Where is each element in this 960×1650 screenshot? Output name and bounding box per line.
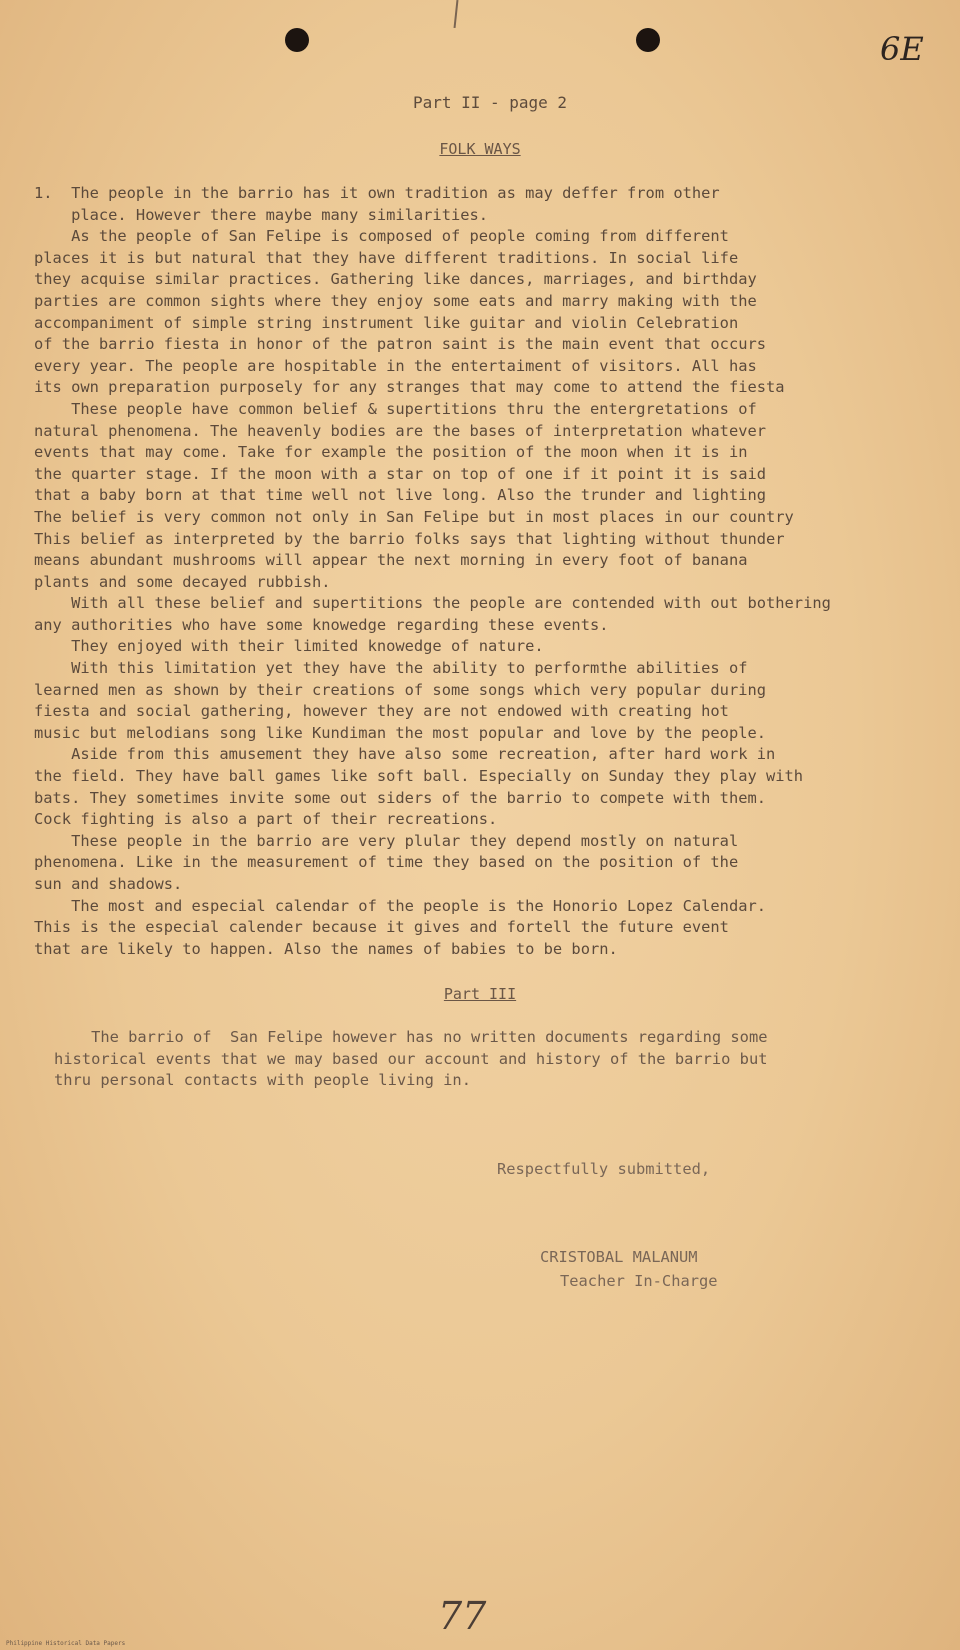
- body-line: This belief as interpreted by the barrio folks says that lighting without thunder: [34, 529, 785, 548]
- signatory-name: CRISTOBAL MALANUM: [540, 1248, 698, 1266]
- page-header: [0, 93, 960, 112]
- part3-text: [54, 1027, 954, 1092]
- paper-tear-mark: [454, 0, 459, 28]
- body-line: phenomena. Like in the measurement of time they based on the position of the: [34, 853, 739, 872]
- body-line: events that may come. Take for example the position of the moon when it is in: [34, 443, 748, 462]
- body-line: place. However there maybe many similarities.: [34, 205, 489, 224]
- body-line: As the people of San Felipe is composed of people coming from different: [34, 227, 729, 246]
- body-line: These people have common belief & supertitions thru the entergretations of: [34, 399, 757, 418]
- body-line: sun and shadows.: [34, 875, 183, 893]
- footer-print: Philippine Historical Data Papers: [6, 1640, 126, 1647]
- part3-line: historical events that we may based our account and history of the barrio but: [54, 1049, 768, 1068]
- body-line: accompaniment of simple string instrument like guitar and violin Celebration: [34, 313, 739, 332]
- body-line: any authorities who have some knowedge regarding these events.: [34, 615, 609, 634]
- closing-salutation: Respectfully submitted,: [497, 1160, 711, 1178]
- body-line: 1. The people in the barrio has it own tradition as may deffer from other: [34, 184, 720, 202]
- body-line: The most and especial calendar of the people is the Honorio Lopez Calendar.: [34, 896, 767, 915]
- body-line: Aside from this amusement they have also some recreation, after hard work in: [34, 745, 776, 764]
- signatory-title: Teacher In-Charge: [560, 1272, 718, 1290]
- binder-hole-right: [636, 28, 660, 52]
- body-line: They enjoyed with their limited knowedge of nature.: [34, 637, 544, 656]
- section-heading-folk-ways: FOLK WAYS: [439, 140, 521, 158]
- body-line: plants and some decayed rubbish.: [34, 572, 331, 591]
- body-line: places it is but natural that they have different traditions. In social life: [34, 248, 739, 267]
- body-line: parties are common sights where they enjoy some eats and marry making with the: [34, 291, 757, 310]
- body-line: With all these belief and supertitions the people are contended with out bothering: [34, 594, 831, 613]
- body-line: music but melodians song like Kundiman the most popular and love by the people.: [34, 723, 767, 742]
- body-line: they acquise similar practices. Gathering like dances, marriages, and birthday: [34, 270, 757, 289]
- body-line: every year. The people are hospitable in the entertaiment of visitors. All has: [34, 356, 757, 375]
- page-title: Part II - page 2: [412, 93, 568, 112]
- handwritten-corner-mark: 6E: [880, 30, 924, 68]
- body-line: natural phenomena. The heavenly bodies are the bases of interpretation whatever: [34, 421, 767, 440]
- body-line: its own preparation purposely for any stranges that may come to attend the fiesta: [34, 378, 785, 397]
- part3-line: The barrio of San Felipe however has no written documents regarding some: [54, 1028, 768, 1046]
- body-line: the field. They have ball games like soft ball. Especially on Sunday they play with: [34, 767, 804, 786]
- body-line: that are likely to happen. Also the names of babies to be born.: [34, 939, 618, 958]
- body-line: means abundant mushrooms will appear the next morning in every foot of banana: [34, 551, 748, 570]
- body-line: the quarter stage. If the moon with a star on top of one if it point it is said: [34, 464, 767, 483]
- body-line: fiesta and social gathering, however they are not endowed with creating hot: [34, 702, 729, 721]
- page-number: 77: [438, 1594, 487, 1638]
- body-text: [34, 183, 954, 960]
- body-line: These people in the barrio are very plular they depend mostly on natural: [34, 831, 739, 850]
- body-line: of the barrio fiesta in honor of the patron saint is the main event that occurs: [34, 335, 767, 354]
- part3-line: thru personal contacts with people living in.: [54, 1071, 471, 1090]
- body-line: that a baby born at that time well not live long. Also the trunder and lighting: [34, 486, 767, 505]
- body-line: bats. They sometimes invite some out siders of the barrio to compete with them.: [34, 788, 767, 807]
- binder-hole-left: [285, 28, 309, 52]
- body-line: This is the especial calender because it gives and fortell the future event: [34, 918, 729, 937]
- body-line: With this limitation yet they have the ability to performthe abilities of: [34, 659, 748, 678]
- body-line: learned men as shown by their creations of some songs which very popular during: [34, 680, 767, 699]
- body-line: Cock fighting is also a part of their recreations.: [34, 810, 498, 829]
- body-line: The belief is very common not only in San Felipe but in most places in our country: [34, 507, 794, 526]
- section-heading-part-iii: Part III: [443, 985, 517, 1003]
